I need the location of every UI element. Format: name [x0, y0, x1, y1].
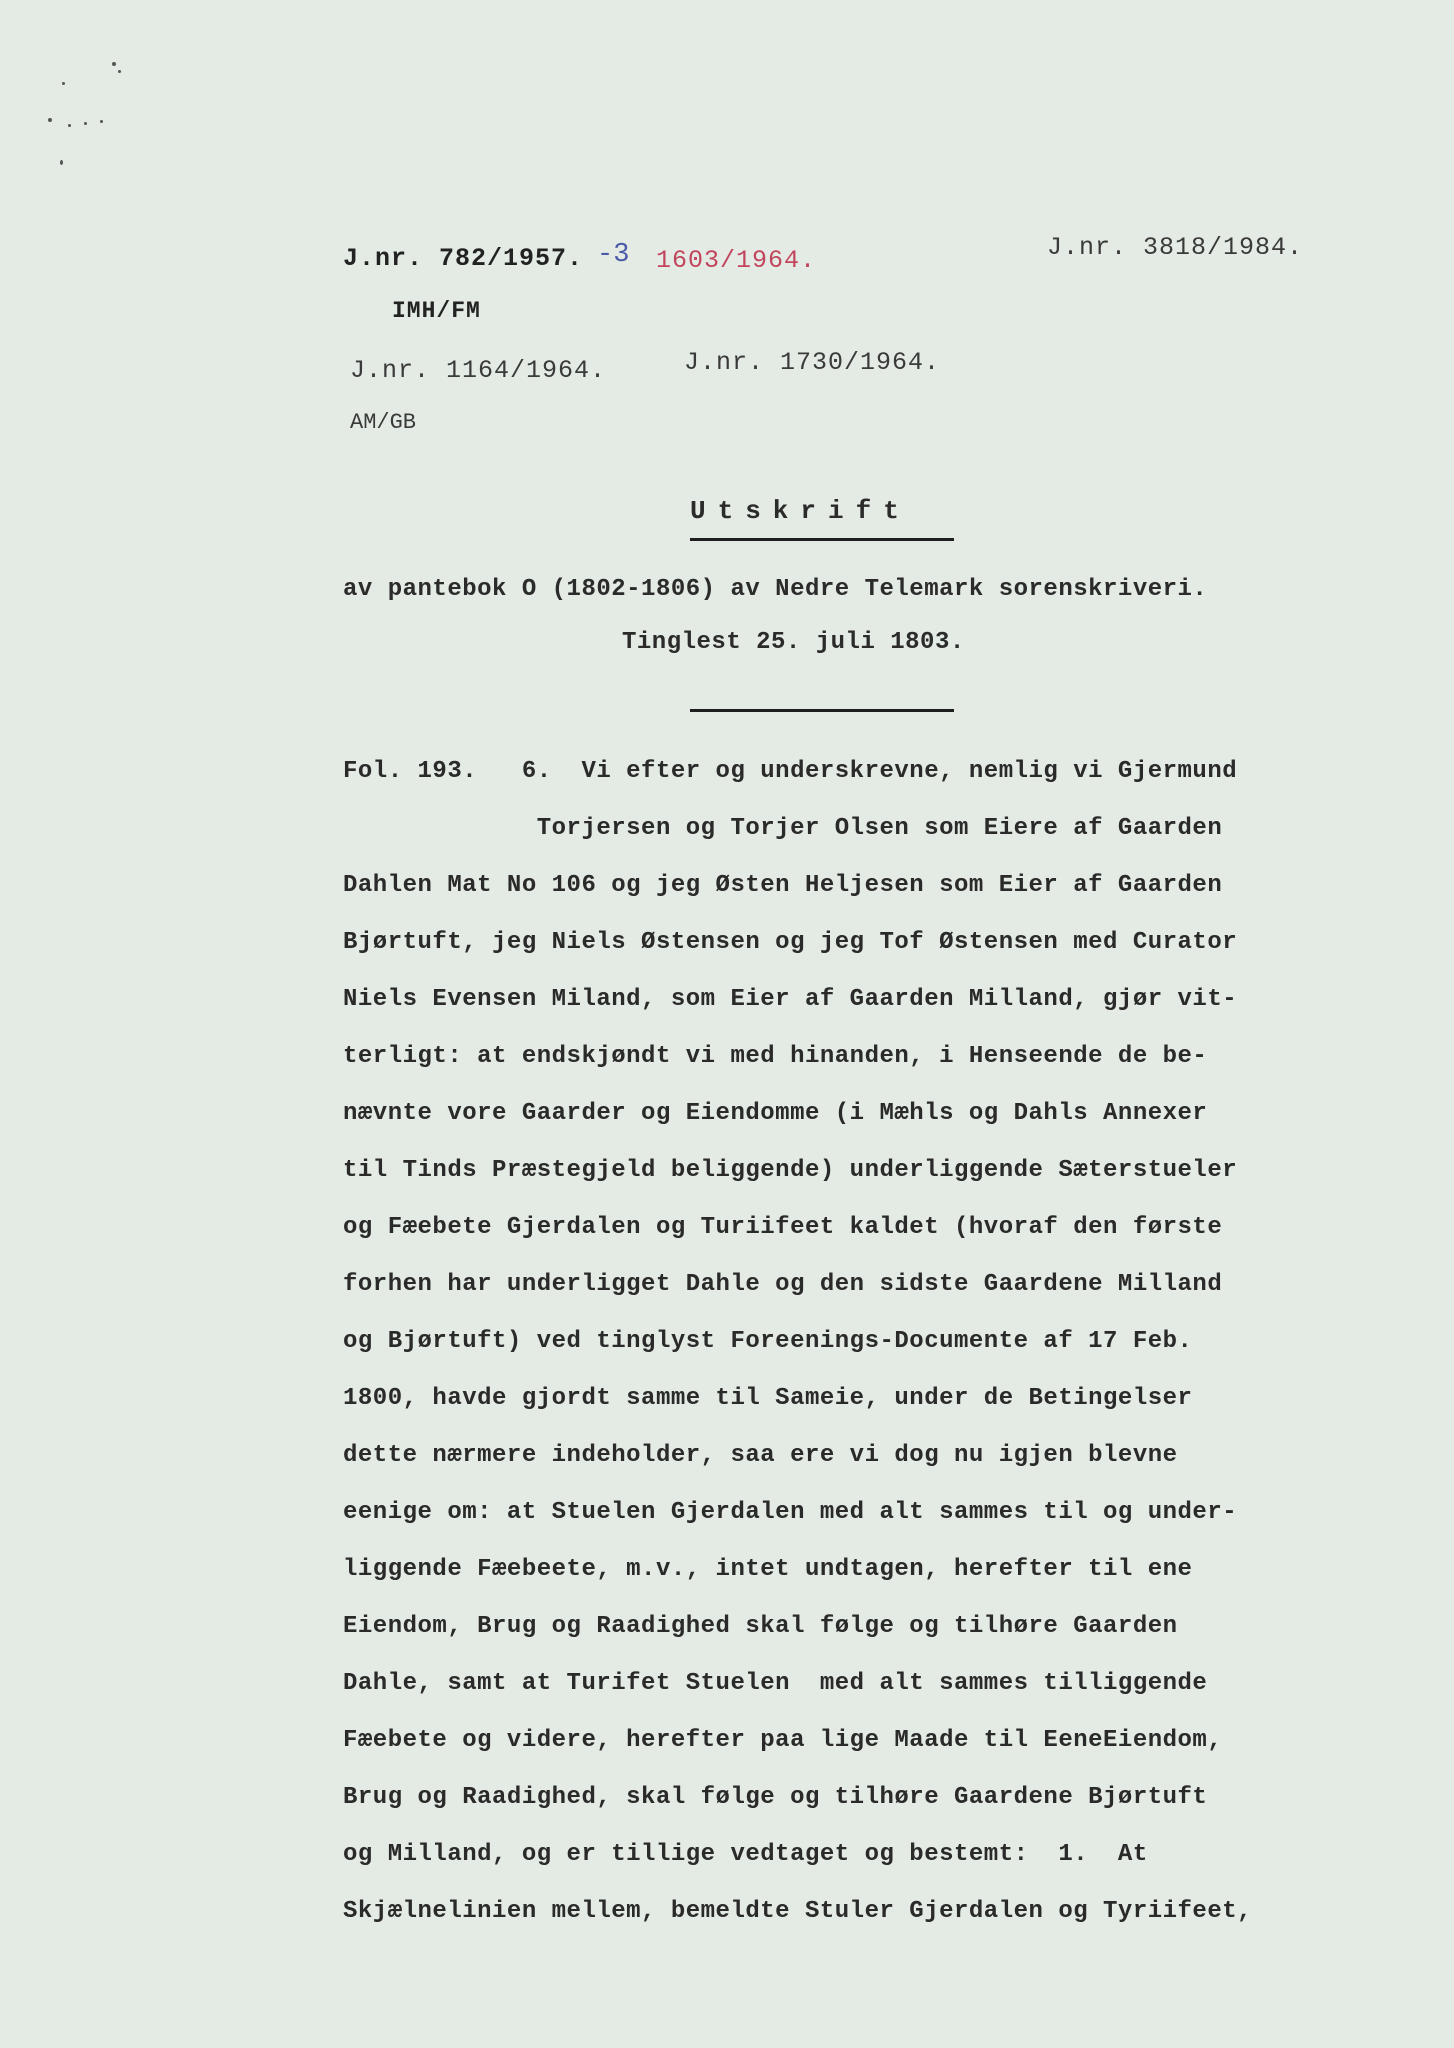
body-line-17: Dahle, samt at Turifet Stuelen med alt sammes tilliggende: [343, 1670, 1208, 1697]
blue-pencil-annotation: -3: [597, 240, 630, 270]
body-line-9: og Fæebete Gjerdalen og Turiifeet kaldet (hvoraf den første: [343, 1214, 1223, 1241]
document-title: Utskrift: [690, 496, 911, 526]
body-line-16: Eiendom, Brug og Raadighed skal følge og tilhøre Gaarden: [343, 1613, 1178, 1640]
subtitle-tinglest: Tinglest 25. juli 1803.: [622, 629, 965, 656]
body-line-7: nævnte vore Gaarder og Eiendomme (i Mæhls og Dahls Annexer: [343, 1100, 1208, 1127]
body-line-5: Niels Evensen Miland, som Eier af Gaarden Milland, gjør vit-: [343, 986, 1238, 1013]
body-line-10: forhen har underligget Dahle og den sidste Gaardene Milland: [343, 1271, 1223, 1298]
body-line-14: eenige om: at Stuelen Gjerdalen med alt sammes til og under-: [343, 1499, 1238, 1526]
section-divider: [690, 709, 954, 712]
body-line-12: 1800, havde gjordt samme til Sameie, under de Betingelser: [343, 1385, 1193, 1412]
body-line-6: terligt: at endskjøndt vi med hinanden, i Henseende de be-: [343, 1043, 1208, 1070]
body-line-19: Brug og Raadighed, skal følge og tilhøre Gaardene Bjørtuft: [343, 1784, 1208, 1811]
subtitle-pantebok: av pantebok O (1802-1806) av Nedre Telemark sorenskriveri.: [343, 576, 1208, 603]
body-line-1: Fol. 193. 6. Vi efter og underskrevne, nemlig vi Gjermund: [343, 758, 1238, 785]
body-line-4: Bjørtuft, jeg Niels Østensen og jeg Tof Østensen med Curator: [343, 929, 1238, 956]
body-line-13: dette nærmere indeholder, saa ere vi dog nu igjen blevne: [343, 1442, 1178, 1469]
title-underline: [690, 538, 954, 541]
body-line-18: Fæebete og videre, herefter paa lige Maade til EeneEiendom,: [343, 1727, 1223, 1754]
body-line-20: og Milland, og er tillige vedtaget og bestemt: 1. At: [343, 1841, 1148, 1868]
body-line-2: Torjersen og Torjer Olsen som Eiere af Gaarden: [343, 815, 1223, 842]
jnr-1603-1964-stamp: 1603/1964.: [656, 246, 817, 275]
jnr-1164-1964: J.nr. 1164/1964.: [350, 356, 607, 385]
body-line-21: Skjælnelinien mellem, bemeldte Stuler Gjerdalen og Tyriifeet,: [343, 1898, 1253, 1925]
initials-imh-fm: IMH/FM: [392, 298, 481, 324]
body-line-8: til Tinds Præstegjeld beliggende) underliggende Sæterstueler: [343, 1157, 1238, 1184]
body-line-3: Dahlen Mat No 106 og jeg Østen Heljesen som Eier af Gaarden: [343, 872, 1223, 899]
body-line-11: og Bjørtuft) ved tinglyst Foreenings-Documente af 17 Feb.: [343, 1328, 1193, 1355]
jnr-3818-1984: J.nr. 3818/1984.: [1047, 233, 1304, 262]
body-line-15: liggende Fæebeete, m.v., intet undtagen, herefter til ene: [343, 1556, 1193, 1583]
jnr-782-1957: J.nr. 782/1957.: [343, 244, 584, 273]
jnr-1730-1964: J.nr. 1730/1964.: [684, 348, 941, 377]
initials-am-gb: AM/GB: [350, 410, 417, 435]
